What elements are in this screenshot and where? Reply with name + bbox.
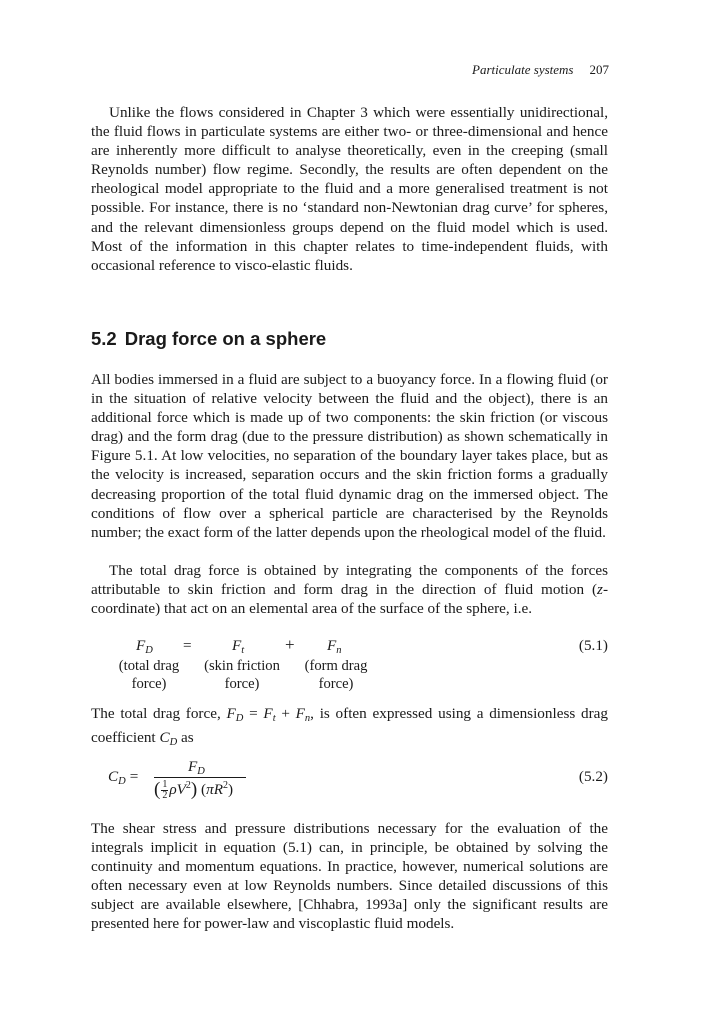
- eq-5-1-equals: =: [183, 637, 192, 654]
- z-variable: z: [597, 581, 603, 599]
- paragraph-drag-coefficient: The total drag force, $F_D = F_t + F_n$, is often expressed using a dimensionless drag coefficient $C_D$ as: [91, 705, 608, 749]
- eq-5-1-skin-friction: $F_t$: [232, 637, 245, 656]
- eq-5-2-lhs: $C_D$ =: [108, 768, 139, 787]
- section-heading: [91, 328, 326, 350]
- eq-5-1-number: (5.1): [578, 637, 608, 654]
- running-head: [472, 62, 609, 78]
- paragraph-numerical-solutions: The shear stress and pressure distributions necessary for the evaluation of the integrals implicit in equation (5.1) can, in principle, be obtained by solving the continuity and momentum equations. In practice, however, numerical solutions are often necessary even at low Reynolds numbers. Since detailed discussions of this subject are available elsewhere, [Chhabra, 1993a] only the significant results are presented here for power-law and viscoplastic fluid models.: [91, 820, 608, 933]
- one-half-fraction: $\frac{1}{2}$: [162, 779, 168, 802]
- paragraph-total-drag-text-b: -coordinate) that act on an elemental area of the surface of the sphere, i.e.: [91, 581, 608, 618]
- eq-5-1-form-drag: $F_n$: [327, 637, 342, 656]
- label-total-drag: (total drag force): [118, 658, 180, 692]
- eq-5-2-numerator: $F_D$: [188, 758, 205, 777]
- label-skin-friction: (skin friction force): [204, 658, 280, 692]
- running-head-title: Particulate systems: [472, 62, 574, 77]
- eq-5-1-plus: +: [285, 635, 295, 654]
- paragraph-buoyancy: All bodies immersed in a fluid are subject to a buoyancy force. In a flowing fluid (or in the situation of relative velocity between the fluid and the object), there is an additional force which is made up of two components: the skin friction (or viscous drag) and the form drag (due to the pressure distribution) as shown schematically in Figure 5.1. At low velocities, no separation of the boundary layer takes place, but as the velocity is increased, separation occurs and the skin friction forms a gradually decreasing proportion of the total fluid dynamic drag on the immersed object. The conditions of flow over a spherical particle are characterised by the Reynolds number; the exact form of the latter depends upon the rheological model of the fluid.: [91, 371, 608, 541]
- paragraph-total-drag: [91, 561, 608, 618]
- fraction-bar: [154, 777, 246, 778]
- eq-5-2-number: (5.2): [578, 768, 608, 785]
- eq-5-2-denominator: ( $\frac{1}{2}$ $\rho V^2$) $(\pi R^2)$: [154, 779, 234, 802]
- section-title: Drag force on a sphere: [124, 328, 327, 349]
- eq-5-1-total-drag: $F_D$: [136, 637, 153, 656]
- label-form-drag: (form drag force): [304, 658, 368, 692]
- intro-paragraph: Unlike the flows considered in Chapter 3 which were essentially unidirectional, the fluid flows in particulate systems are either two- or three-dimensional and hence are inherently more difficult to analyse theoretically, even in the creeping (small Reynolds number) flow regime. Secondly, the results are often dependent on the rheological model appropriate to the fluid and a more generalised treatment is not possible. For instance, there is no ‘standard non-Newtonian drag curve’ for spheres, and the relevant dimensionless groups depend on the fluid model which is used. Most of the information in this chapter relates to time-independent fluids, with occasional reference to visco-elastic fluids.: [91, 104, 608, 274]
- section-number: 5.2: [91, 328, 117, 349]
- paragraph-total-drag-text-a: The total drag force is obtained by integrating the components of the forces attributable to skin friction and form drag in the direction of fluid motion (: [91, 562, 608, 599]
- page-number: 207: [589, 62, 609, 77]
